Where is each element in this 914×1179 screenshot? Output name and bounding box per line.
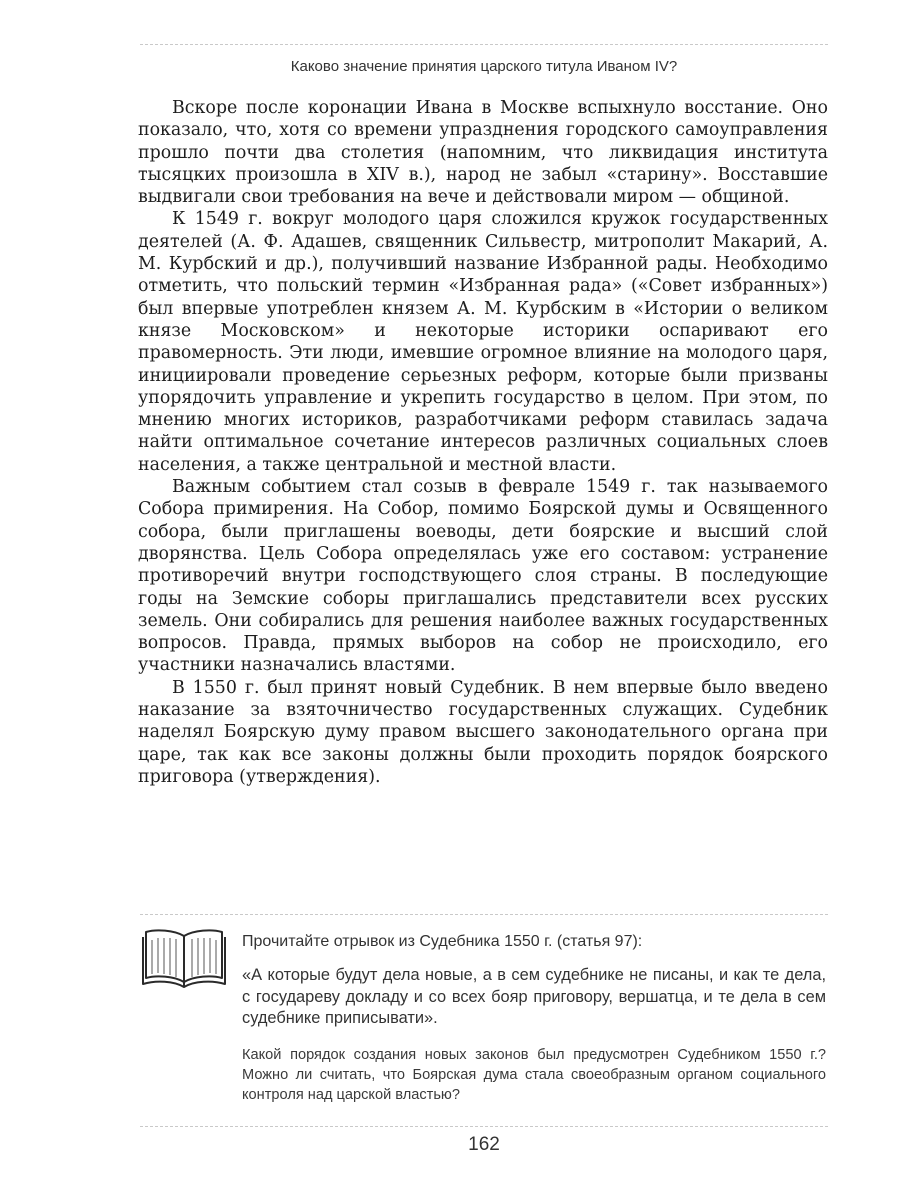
box-bottom-divider — [140, 1126, 828, 1127]
source-box — [138, 918, 828, 1133]
open-book-icon — [138, 926, 230, 990]
box-top-divider — [140, 914, 828, 915]
source-question: Какой порядок создания новых законов был предусмотрен Судебником 1550 г.? Можно ли считать, что Боярская дума стала своеобразным органом социального контроля над царской властью? — [242, 1046, 826, 1104]
main-text — [138, 97, 828, 788]
running-title: Каково значение принятия царского титула Иваном IV? — [290, 58, 678, 75]
paragraph-reconciliation-council: Важным событием стал созыв в феврале 1549 г. так называемого Собора примирения. На Собор, помимо Боярской думы и Освященного собора, были приглашены воеводы, дети боярские и высший слой дворянства. Цель Собора определялась уже его составом: устранение противоречий внутри господствующего слоя страны. В последующие годы на Земские соборы приглашались представители всех русских земель. Они собирались для решения наиболее важных государственных вопросов. Правда, прямых выборов на собор не происходило, его участники назначались властями. — [138, 477, 828, 676]
paragraph-chosen-council: К 1549 г. вокруг молодого царя сложился кружок государственных деятелей (А. Ф. Адашев, священник Сильвестр, митрополит Макарий, А. М. Курбский и др.), получивший название Избранной рады. Необходимо отметить, что польский термин «Избранная рада» («Совет избранных») был впервые употреблен князем А. М. Курбским в «Истории о великом князе Московском» и некоторые историки оспаривают его правомерность. Эти люди, имевшие огромное влияние на молодого царя, инициировали проведение серьезных реформ, которые были призваны упорядочить управление и укрепить государство в целом. При этом, по мнению многих историков, разработчиками реформ ставилась задача найти оптимальное сочетание интересов различных социальных слоев населения, а также центральной и местной власти. — [138, 209, 828, 475]
source-intro: Прочитайте отрывок из Судебника 1550 г. (статья 97): — [242, 933, 643, 950]
page-number: 162 — [468, 1134, 500, 1155]
top-divider — [140, 44, 828, 45]
source-box-content — [242, 932, 826, 1105]
source-quote: «А которые будут дела новые, а в сем судебнике не писаны, и как те дела, с государеву докладу и со всех бояр приговору, вершатца, и те дела в сем судебнике приписывати». — [242, 966, 826, 1027]
paragraph-uprising: Вскоре после коронации Ивана в Москве вспыхнуло восстание. Оно показало, что, хотя со времени упразднения городского самоуправления прошло почти два столетия (напомним, что ликвидация института тысяцких произошла в XIV в.), народ не забыл «старину». Восставшие выдвигали свои требования на вече и действовали миром — общиной. — [138, 98, 828, 208]
paragraph-sudebnik: В 1550 г. был принят новый Судебник. В нем впервые было введено наказание за взяточничество государственных служащих. Судебник наделял Боярскую думу правом высшего законодательного органа при царе, так как все законы должны были проходить порядок боярского приговора (утверждения). — [138, 677, 828, 787]
